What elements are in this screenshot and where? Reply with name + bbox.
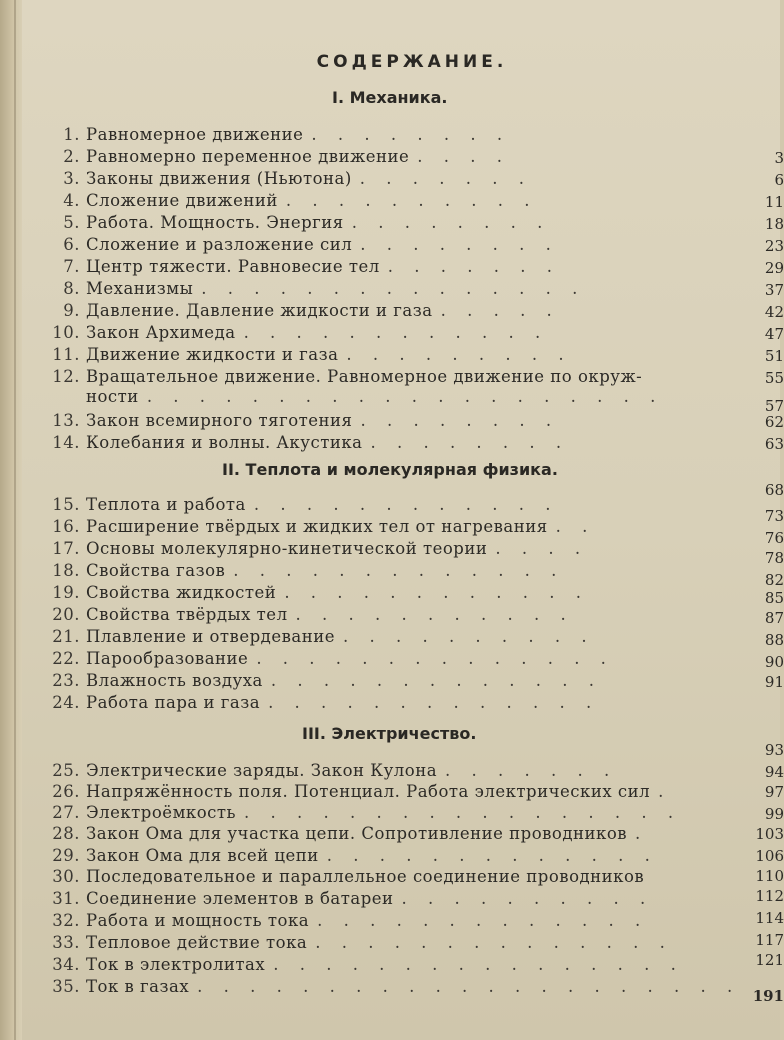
toc-entry — [48, 366, 650, 388]
entry-number: 27. — [52, 803, 80, 822]
leader-dots: . . . . . . . . . . . . . . . . . . . . — [146, 387, 664, 406]
page-title: СОДЕРЖАНИЕ. — [316, 52, 508, 72]
entry-title: Равномерно переменное движение — [86, 147, 410, 166]
page-number: 93 — [764, 741, 784, 759]
entry-title: ности — [86, 387, 139, 406]
leader-dots: . . . . . . . . . . . . — [284, 583, 589, 602]
entry-title: Плавление и отвердевание — [86, 627, 335, 646]
toc-entry — [48, 190, 538, 212]
entry-title: Парообразование — [86, 649, 249, 668]
entry-title: Свойства твёрдых тел — [86, 605, 288, 624]
section-heading-heat: II. Теплота и молекулярная физика. — [222, 460, 558, 479]
entry-number: 15. — [52, 495, 80, 514]
leader-dots: . . . . . . . . . — [346, 345, 572, 364]
page-number: 57 — [764, 397, 784, 415]
leader-dots: . . . . . . . . . . — [401, 889, 654, 908]
leader-dots: . . . . . . . . — [370, 433, 570, 452]
entry-number: 18. — [52, 561, 80, 580]
leader-dots: . . — [555, 517, 596, 536]
entry-number: 21. — [52, 627, 80, 646]
entry-number: 26. — [52, 782, 80, 801]
page-number: 82 — [764, 571, 784, 589]
entry-title: Соединение элементов в батареи — [86, 889, 394, 908]
entry-title: Теплота и работа — [86, 495, 246, 514]
page-number: 11 — [764, 193, 784, 211]
entry-number: 13. — [52, 411, 80, 430]
page-number: 110 — [755, 867, 784, 885]
page-number: 114 — [755, 909, 784, 927]
entry-number: 12. — [52, 367, 80, 386]
toc-entry — [48, 560, 564, 582]
page-number: 78 — [764, 549, 784, 567]
toc-entry — [48, 516, 595, 538]
entry-number: 16. — [52, 517, 80, 536]
page-number: 18 — [764, 215, 784, 233]
entry-title: Движение жидкости и газа — [86, 345, 339, 364]
entry-title: Закон Ома для всей цепи — [86, 846, 319, 865]
toc-entry — [48, 432, 569, 454]
page-number: 88 — [764, 631, 784, 649]
toc-entry — [48, 954, 684, 976]
toc-entry — [48, 648, 614, 670]
entry-title: Влажность воздуха — [86, 671, 263, 690]
page-number: 91 — [764, 673, 784, 691]
entry-title: Последовательное и параллельное соединение проводников — [86, 867, 645, 886]
leader-dots: . . . . . . . . . . — [342, 627, 595, 646]
entry-title: Работа. Мощность. Энергия — [86, 213, 344, 232]
leader-dots: . . . . . . . . — [360, 235, 559, 254]
entry-title: Колебания и волны. Акустика — [86, 433, 363, 452]
book-spine — [0, 0, 22, 1040]
toc-entry — [48, 146, 510, 168]
entry-number: 14. — [52, 433, 80, 452]
spine-fold-line — [14, 0, 16, 1040]
leader-dots: . . . . — [495, 539, 589, 558]
toc-entry — [48, 866, 652, 888]
page-number: 112 — [755, 887, 784, 905]
entry-title: Механизмы — [86, 279, 194, 298]
leader-dots: . . . . . . . . . . . . . — [233, 561, 565, 580]
entry-number: 19. — [52, 583, 80, 602]
toc-entry — [48, 410, 559, 432]
entry-title: Равномерное движение — [86, 125, 304, 144]
entry-title: Сложение движений — [86, 191, 278, 210]
entry-title: Тепловое действие тока — [86, 933, 308, 952]
leader-dots: . . . . . . . — [387, 257, 560, 276]
toc-entry — [48, 234, 559, 256]
section-heading-electricity: III. Электричество. — [302, 724, 477, 743]
entry-title: Закон Архимеда — [86, 323, 236, 342]
leader-dots: . . . . — [417, 147, 510, 166]
page-number: 73 — [764, 507, 784, 525]
entry-number: 22. — [52, 649, 80, 668]
entry-title: Ток в электролитах — [86, 955, 266, 974]
entry-number: 33. — [52, 933, 80, 952]
toc-entry — [48, 760, 617, 782]
entry-number: 30. — [52, 867, 80, 886]
entry-title: Закон Ома для участка цепи. Сопротивление проводников — [86, 824, 628, 843]
page-number: 117 — [755, 931, 784, 949]
page-number: 62 — [764, 413, 784, 431]
leader-dots: . . . . . . . . . . . . . — [326, 846, 658, 865]
entry-title: Работа и мощность тока — [86, 911, 310, 930]
page-number: 90 — [764, 653, 784, 671]
entry-title: Работа пара и газа — [86, 693, 261, 712]
toc-entry — [48, 168, 532, 190]
entry-number: 10. — [52, 323, 80, 342]
entry-number: 1. — [63, 125, 80, 144]
toc-entry — [48, 494, 559, 516]
entry-number: 5. — [63, 213, 80, 232]
leader-dots: . . . . . . . . . . . . — [243, 323, 549, 342]
entry-title: Свойства газов — [86, 561, 226, 580]
leader-dots: . . . . . . . — [445, 761, 618, 780]
toc-entry — [48, 845, 658, 867]
toc-entry — [48, 124, 510, 146]
page-number: 106 — [755, 847, 784, 865]
entry-title: Давление. Давление жидкости и газа — [86, 301, 433, 320]
page-number: 6 — [774, 171, 784, 189]
toc-entry — [48, 604, 574, 626]
leader-dots: . . . . . — [440, 301, 560, 320]
entry-number: 2. — [63, 147, 80, 166]
leader-dots: . . . . . . . . . . . . . . . . . . . . . — [197, 977, 741, 996]
entry-title: Закон всемирного тяготения — [86, 411, 353, 430]
page-number: 63 — [764, 435, 784, 453]
leader-dots: . . . . . . . . . . . . . — [268, 693, 600, 712]
leader-dots: . . . . . . . . . . . . . . — [315, 933, 673, 952]
toc-entry — [48, 386, 663, 408]
entry-title: Напряжённость поля. Потенциал. Работа электрических сил — [86, 782, 651, 801]
page-number: 121 — [755, 951, 784, 969]
toc-entry — [48, 932, 673, 954]
leader-dots: . — [658, 782, 672, 801]
toc-entry — [48, 300, 560, 322]
leader-dots: . . . . . . . . — [351, 213, 551, 232]
entry-number: 7. — [63, 257, 80, 276]
entry-title: Электрические заряды. Закон Кулона — [86, 761, 438, 780]
page-number: 55 — [764, 369, 784, 387]
toc-entry — [48, 670, 602, 692]
page — [22, 0, 784, 1040]
leader-dots: . . . . . . . . . . . . . — [270, 671, 603, 690]
toc-entry — [48, 910, 648, 932]
toc-entry — [48, 278, 585, 300]
leader-dots: . . . . . . . . . . . — [295, 605, 574, 624]
toc-entry — [48, 626, 595, 648]
entry-number: 34. — [52, 955, 80, 974]
entry-title: Сложение и разложение сил — [86, 235, 353, 254]
toc-entry — [48, 212, 550, 234]
leader-dots: . . . . . . . . — [360, 411, 560, 430]
entry-title: Законы движения (Ньютона) — [86, 169, 352, 188]
entry-title: Основы молекулярно-кинетической теории — [86, 539, 488, 558]
toc-entry — [48, 344, 572, 366]
entry-title: Расширение твёрдых и жидких тел от нагревания — [86, 517, 548, 536]
leader-dots: . . . . . . . . . . . . . . . . — [273, 955, 684, 974]
leader-dots: . . . . . . . . . . . . — [253, 495, 559, 514]
entry-number: 25. — [52, 761, 80, 780]
toc-entry — [48, 692, 599, 714]
entry-number: 24. — [52, 693, 80, 712]
toc-entry — [48, 976, 740, 998]
page-number: 85 — [764, 589, 784, 607]
entry-number: 6. — [63, 235, 80, 254]
page-number: 37 — [764, 281, 784, 299]
entry-number: 31. — [52, 889, 80, 908]
entry-number: 17. — [52, 539, 80, 558]
entry-title: Вращательное движение. Равномерное движение по окруж- — [86, 367, 643, 386]
entry-number: 3. — [63, 169, 80, 188]
toc-entry — [48, 322, 548, 344]
entry-number: 28. — [52, 824, 80, 843]
page-number: 99 — [764, 805, 784, 823]
page-number: 68 — [764, 481, 784, 499]
leader-dots: . — [635, 824, 649, 843]
toc-entry — [48, 802, 681, 824]
page-number: 23 — [764, 237, 784, 255]
entry-number: 11. — [52, 345, 80, 364]
entry-number: 32. — [52, 911, 80, 930]
leader-dots: . . . . . . . . . . . . . . . . . — [244, 803, 682, 822]
page-number: 103 — [755, 825, 784, 843]
leader-dots: . . . . . . . . . . . . . . — [256, 649, 614, 668]
page-number: 42 — [764, 303, 784, 321]
page-number: 76 — [764, 529, 784, 547]
page-number: 29 — [764, 259, 784, 277]
toc-entry — [48, 538, 588, 560]
page-number: 97 — [764, 783, 784, 801]
leader-dots: . . . . . . . . . . — [285, 191, 538, 210]
entry-number: 9. — [63, 301, 80, 320]
page-number: 47 — [764, 325, 784, 343]
entry-number: 35. — [52, 977, 80, 996]
toc-entry — [48, 823, 648, 845]
page-number: 191 — [752, 987, 784, 1005]
page-number: 94 — [764, 763, 784, 781]
entry-number: 4. — [63, 191, 80, 210]
leader-dots: . . . . . . . — [359, 169, 532, 188]
page-number: 3 — [774, 149, 784, 167]
toc-entry — [48, 781, 671, 803]
section-heading-mechanics: I. Механика. — [332, 88, 448, 107]
leader-dots: . . . . . . . . . . . . . . . — [201, 279, 586, 298]
entry-number: 23. — [52, 671, 80, 690]
toc-entry — [48, 582, 589, 604]
entry-number: 29. — [52, 846, 80, 865]
entry-number: 20. — [52, 605, 80, 624]
entry-title: Электроёмкость — [86, 803, 237, 822]
leader-dots: . . . . . . . . — [311, 125, 511, 144]
leader-dots: . . . . . . . . . . . . . — [317, 911, 649, 930]
page-number: 87 — [764, 609, 784, 627]
entry-title: Ток в газах — [86, 977, 190, 996]
toc-entry — [48, 888, 653, 910]
entry-title: Центр тяжести. Равновесие тел — [86, 257, 380, 276]
entry-title: Свойства жидкостей — [86, 583, 277, 602]
toc-entry — [48, 256, 560, 278]
entry-number: 8. — [63, 279, 80, 298]
page-number: 51 — [764, 347, 784, 365]
